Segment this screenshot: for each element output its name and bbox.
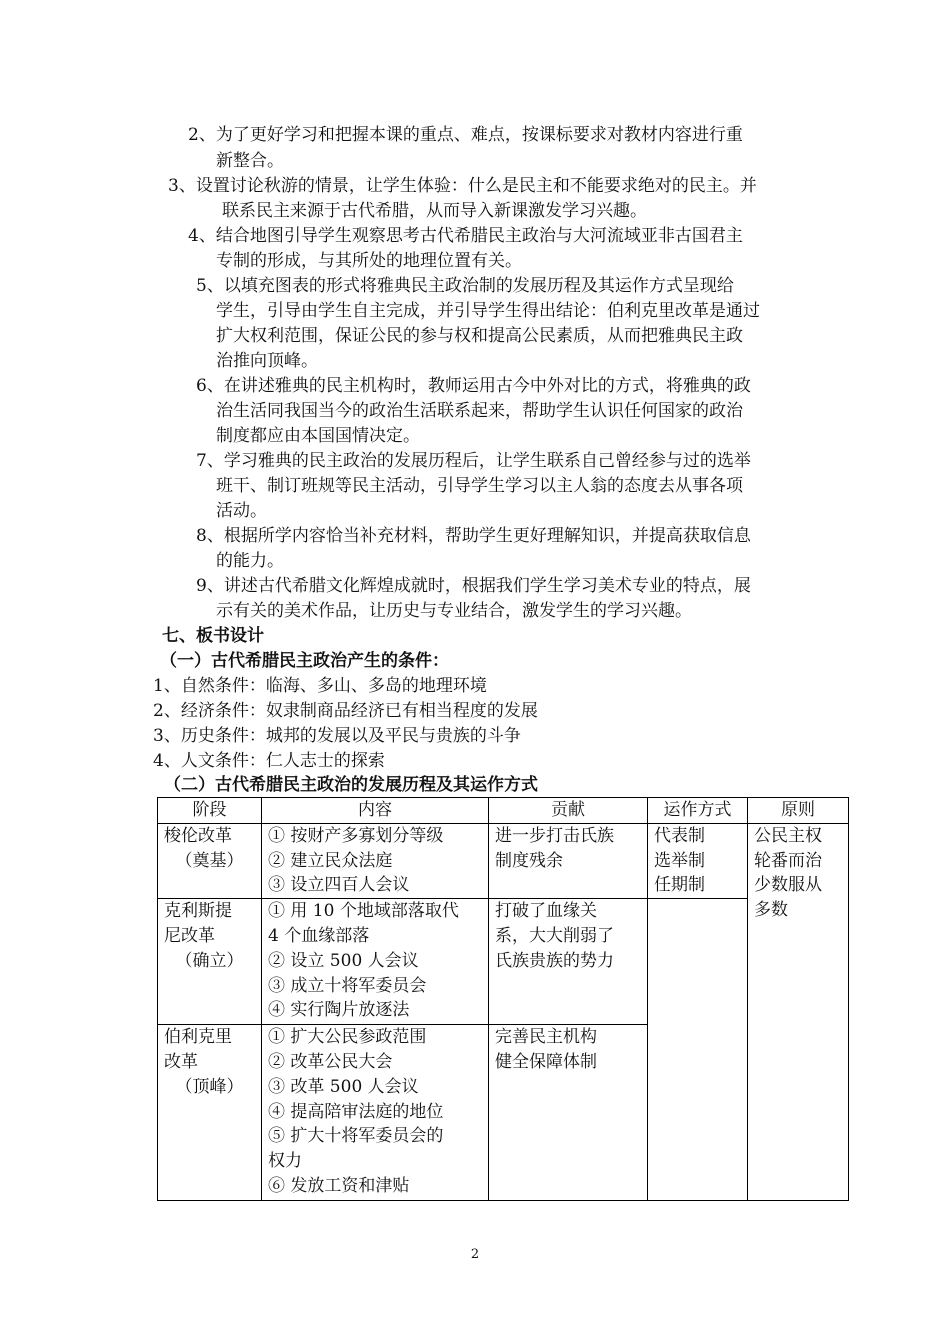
content-item: ④ 提高陪审法庭的地位 [268,1101,444,1122]
content-cell [262,899,489,1025]
step-line: 8、根据所学内容恰当补充材料，帮助学生更好理解知识，并提高获取信息 [196,526,751,546]
contribution-cell [489,1025,648,1201]
content-item: ④ 实行陶片放逐法 [268,1000,410,1021]
step-line: 活动。 [216,501,267,521]
content-item: ① 用 10 个地域部落取代 [268,901,459,922]
page-number: 2 [470,1247,480,1262]
stage-cell [158,823,262,898]
step-line: 专制的形成，与其所处的地理位置有关。 [216,251,522,271]
contribution-cell [489,899,648,1025]
table-row-cleisthenes [158,899,849,1025]
principle-line: 多数 [754,900,788,921]
content-item: ③ 成立十将军委员会 [268,975,427,996]
condition-item: 2、经济条件：奴隶制商品经济已有相当程度的发展 [153,701,538,721]
step-line: 2、为了更好学习和把握本课的重点、难点，按课标要求对教材内容进行重 [188,125,743,145]
condition-item: 1、自然条件：临海、多山、多岛的地理环境 [153,676,487,696]
step-line: 5、以填充图表的形式将雅典民主政治制的发展历程及其运作方式呈现给 [196,276,734,296]
content-cell [262,823,489,898]
step-line: 扩大权利范围，保证公民的参与权和提高公民素质，从而把雅典民主政 [216,326,743,346]
subsection-title-development: （二）古代希腊民主政治的发展历程及其运作方式 [164,775,538,795]
step-line: 新整合。 [216,151,284,171]
content-item: ① 扩大公民参政范围 [268,1027,427,1048]
content-item: ⑥ 发放工资和津贴 [268,1175,410,1196]
header-operation: 运作方式 [648,798,748,824]
step-line: 7、学习雅典的民主政治的发展历程后，让学生联系自己曾经参与过的选举 [196,451,751,471]
operation-item: 代表制 [654,825,705,846]
content-item: 权力 [268,1151,302,1172]
step-line: 示有关的美术作品，让历史与专业结合，激发学生的学习兴趣。 [216,601,692,621]
stage-phase: （奠基） [175,850,244,871]
stage-cell [158,1025,262,1201]
step-line: 治生活同我国当今的政治生活联系起来，帮助学生认识任何国家的政治 [216,401,743,421]
stage-phase: （顶峰） [175,1076,244,1097]
content-item: ② 设立 500 人会议 [268,950,419,971]
contribution-line: 氏族贵族的势力 [495,950,614,971]
operation-cell-merged [648,899,748,1201]
principle-cell [748,823,849,1200]
contribution-line: 健全保障体制 [495,1051,597,1072]
content-item: ⑤ 扩大十将军委员会的 [268,1126,444,1147]
header-principle: 原则 [748,798,849,824]
table-row-solon [158,823,849,898]
content-item: ② 建立民众法庭 [268,850,393,871]
contribution-line: 系，大大削弱了 [495,925,614,946]
stage-cell [158,899,262,1025]
step-line: 学生，引导由学生自主完成，并引导学生得出结论：伯利克里改革是通过 [216,301,760,321]
step-line: 治推向顶峰。 [216,351,318,371]
step-line: 3、设置讨论秋游的情景，让学生体验：什么是民主和不能要求绝对的民主。并 [168,176,757,196]
step-line: 6、在讲述雅典的民主机构时，教师运用古今中外对比的方式，将雅典的政 [196,376,751,396]
stage-name: 梭伦改革 [164,825,232,846]
content-item: ③ 设立四百人会议 [268,875,410,896]
development-table [157,797,849,1201]
contribution-cell [489,823,648,898]
operation-item: 任期制 [654,875,705,896]
subsection-title-conditions: （一）古代希腊民主政治产生的条件： [160,651,449,671]
principle-line: 轮番而治 [754,850,822,871]
stage-name: 伯利克里 [164,1027,232,1048]
contribution-line: 制度残余 [495,850,563,871]
section-title: 七、板书设计 [162,626,264,646]
step-line: 制度都应由本国国情决定。 [216,426,420,446]
step-line: 9、讲述古代希腊文化辉煌成就时，根据我们学生学习美术专业的特点，展 [196,576,751,596]
step-line: 联系民主来源于古代希腊，从而导入新课激发学习兴趣。 [222,201,647,221]
stage-name: 改革 [164,1051,198,1072]
operation-cell [648,823,748,898]
contribution-line: 进一步打击氏族 [495,825,614,846]
content-cell [262,1025,489,1201]
header-stage: 阶段 [158,798,262,824]
header-content: 内容 [262,798,489,824]
operation-item: 选举制 [654,850,705,871]
contribution-line: 完善民主机构 [495,1027,597,1048]
content-item: ① 按财产多寡划分等级 [268,825,444,846]
stage-phase: （确立） [175,950,244,971]
content-item: ③ 改革 500 人会议 [268,1076,419,1097]
table-header-row [158,798,849,824]
content-item: 4 个血缘部落 [268,925,370,946]
condition-item: 4、人文条件：仁人志士的探索 [153,751,385,771]
condition-item: 3、历史条件：城邦的发展以及平民与贵族的斗争 [153,726,521,746]
stage-name: 克利斯提 [164,901,232,922]
stage-name: 尼改革 [164,925,215,946]
step-line: 班干、制订班规等民主活动，引导学生学习以主人翁的态度去从事各项 [216,476,743,496]
content-item: ② 改革公民大会 [268,1051,393,1072]
header-contribution: 贡献 [489,798,648,824]
step-line: 的能力。 [216,551,284,571]
contribution-line: 打破了血缘关 [495,901,597,922]
principle-line: 少数服从 [754,875,822,896]
step-line: 4、结合地图引导学生观察思考古代希腊民主政治与大河流域亚非古国君主 [188,226,743,246]
principle-line: 公民主权 [754,825,822,846]
